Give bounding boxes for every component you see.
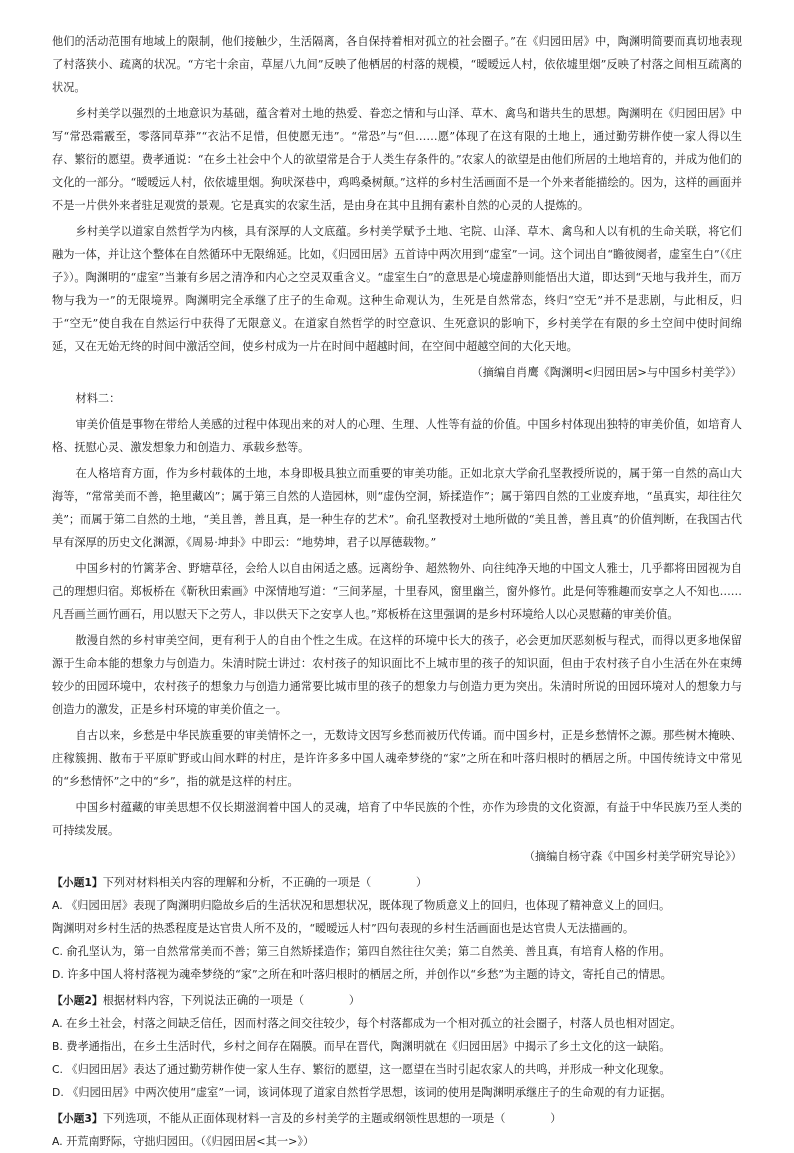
question-2-option-a — [52, 1012, 742, 1035]
question-3-tag: 【小题3】 — [52, 1112, 103, 1125]
question-2-option-b — [52, 1035, 742, 1058]
question-1-option-a — [52, 894, 742, 917]
material1-source: （摘编自肖鹰《陶渊明<归园田居>与中国乡村美学》） — [471, 366, 742, 379]
option-letter: A. — [52, 1135, 63, 1148]
option-letter: D. — [52, 1086, 64, 1099]
option-text: 《归园田居》表现了陶渊明归隐故乡后的生活状况和思想状况，既体现了物质意义上的回归，也体现了精神意义上的回归。 — [66, 899, 671, 912]
material2-paragraph-2: 在人格培育方面，作为乡村载体的土地，本身即极具独立而重要的审美功能。正如北京大学俞孔坚教授所说的，属于第一自然的高山大海等，“常常美而不善，艳里藏凶”；属于第三自然的人造园林，则“虚伪空洞，矫揉造作”；属于第四自然的工业废弃地，“虽真实，却往往欠美”；而属于第二自然的土地，“美且善，善且真，是一种生存的艺术”。俞孔坚教授对土地所做的“美且善，善且真”的价值判断，在我国古代早有深厚的历史文化渊源，《周易·坤卦》中即云：“地势坤，君子以厚德载物。” — [52, 467, 742, 549]
option-letter: B. — [52, 1040, 63, 1053]
material2-paragraph-5: 自古以来，乡愁是中华民族重要的审美情怀之一，无数诗文因写乡愁而被历代传诵。而中国乡村，正是乡愁情怀之源。那些树木掩映、庄稼簇拥、散布于平原旷野或山间水畔的村庄，是许许多多中国人魂牵梦绕的“家”之所在和叶落归根时的栖居之所。中国传统诗文中常见的“乡愁情怀”之中的“乡”，指的就是这样的村庄。 — [52, 729, 742, 788]
material2-paragraph-6: 中国乡村蕴藏的审美思想不仅长期滋润着中国人的灵魂，培育了中华民族的个性，亦作为珍贵的文化资源，有益于中华民族乃至人类的可持续发展。 — [52, 801, 742, 837]
option-letter: A. — [52, 899, 63, 912]
question-1-option-c — [52, 940, 742, 963]
option-letter: C. — [52, 945, 63, 958]
option-letter: D. — [52, 968, 64, 981]
question-1-header — [52, 871, 742, 894]
question-2 — [52, 989, 742, 1104]
material2-paragraph-3: 中国乡村的竹篱茅舍、野塘草径，会给人以自由闲适之感。远离纷争、超然物外、向往纯净天地的中国文人雅士，几乎都将田园视为自己的理想归宿。郑板桥在《靳秋田索画》中深情地写道：“三间茅屋，十里春风，窗里幽兰，窗外修竹。此是何等雅趣而安享之人不知也……凡吾画兰画竹画石，用以慰天下之劳人，非以供天下之安享人也。”郑板桥在这里强调的是乡村环境给人以心灵慰藉的审美价值。 — [52, 562, 742, 621]
question-2-header — [52, 989, 742, 1012]
option-text: 在乡土社会，村落之间缺乏信任，因而村落之间交往较少，每个村落都成为一个相对孤立的社会圈子，村落人员也相对固定。 — [66, 1017, 682, 1030]
question-1-stem: 下列对材料相关内容的理解和分析，不正确的一项是（ ） — [102, 876, 428, 889]
material2-source: （摘编自杨守森《中国乡村美学研究导论》） — [523, 850, 742, 863]
question-1-option-b — [52, 917, 742, 940]
option-text: 俞孔坚认为，第一自然常常美而不善；第三自然矫揉造作；第四自然往往欠美；第二自然美、善且真，有培育人格的作用。 — [66, 945, 671, 958]
material1-paragraph-3: 乡村美学以道家自然哲学为内核，具有深厚的人文底蕴。乡村美学赋予土地、宅院、山泽、草木、禽鸟和人以有机的生命关联，将它们融为一体，并让这个整体在自然循环中无限绵延。比如，《归园田居》五首诗中两次用到“虚室”一词。这个词出自“瞻彼阕者，虚室生白”（《庄子》）。陶渊明的“虚室”当兼有乡居之清净和内心之空灵双重含义。“虚室生白”的意思是心境虚静则能悟出大道，即达到“天地与我并生，而万物与我为一”的无限境界。陶渊明完全承继了庄子的生命观。这种生命观认为，生死是自然常态，终归“空无”并不是悲剧，与此相反，归于“空无”使自我在自然运行中获得了无限意义。在道家自然哲学的时空意识、生死意识的影响下，乡村美学在有限的乡土空间中使时间绵延，又在无始无终的时间中激活空间，使乡村成为一片在时间中超越时间，在空间中超越空间的大化天地。 — [52, 225, 742, 353]
question-3 — [52, 1107, 742, 1153]
option-text: 许多中国人将村落视为魂牵梦绕的“家”之所在和叶落归根时的栖居之所，并创作以“乡愁”为主题的诗文，寄托自己的情思。 — [67, 968, 672, 981]
question-3-option-a — [52, 1130, 742, 1153]
question-1-option-d — [52, 963, 742, 986]
option-text: 开荒南野际，守拙归园田。（《归园田居<其一>》） — [66, 1135, 315, 1148]
question-2-option-d — [52, 1081, 742, 1104]
question-1-tag: 【小题1】 — [52, 876, 103, 889]
question-3-header — [52, 1107, 742, 1130]
material1-paragraph-2: 乡村美学以强烈的土地意识为基础，蕴含着对土地的热爱、眷恋之情和与山泽、草木、禽鸟和谐共生的思想。陶渊明在《归园田居》中写“常恐霜霰至，零落同草莽”“衣沾不足惜，但使愿无违”。“常恐”与“但……愿”体现了在这有限的土地上，通过勤劳耕作使一家人得以生存、繁衍的愿望。费孝通说：“在乡土社会中个人的欲望常是合于人类生存条件的。”农家人的欲望是由他们所居的土地培育的，并成为他们的文化的一部分。“暧暧远人村，依依墟里烟。狗吠深巷中，鸡鸣桑树颠。”这样的乡村生活画面不是一个外来者能描绘的。因为，这样的画面并不是一片供外来者驻足观赏的景观。它是真实的农家生活，是由身在其中且拥有素朴自然的心灵的人提炼的。 — [52, 107, 742, 212]
option-text: 陶渊明对乡村生活的热悉程度是达官贵人所不及的，“暧暧远人村”四句表现的乡村生活画面也是达官贵人无法描画的。 — [52, 922, 635, 935]
material1-paragraph-1: 他们的活动范围有地域上的限制，他们接触少，生活隔离，各自保持着相对孤立的社会圈子。”在《归园田居》中，陶渊明简要而真切地表现了村落狭小、疏离的状况。“方宅十余亩，草屋八九间”反映了他栖居的村落的规模，“暧暧远人村，依依墟里烟”反映了村落之间相互疏离的状况。 — [52, 35, 742, 94]
option-text: 《归园田居》中两次使用“虚室”一词，该词体现了道家自然哲学思想，该词的使用是陶渊明承继庄子的生命观的有力证据。 — [67, 1086, 672, 1099]
option-text: 费孝通指出，在乡土生活时代，乡村之间存在隔膜。而早在晋代，陶渊明就在《归园田居》中揭示了乡土文化的这一缺陷。 — [66, 1040, 671, 1053]
question-1 — [52, 871, 742, 986]
question-2-stem: 根据材料内容，下列说法正确的一项是（ ） — [102, 994, 361, 1007]
material2-paragraph-4: 散漫自然的乡村审美空间，更有利于人的自由个性之生成。在这样的环境中长大的孩子，必会更加厌恶刻板与程式，而得以更多地保留源于生命本能的想象力与创造力。朱清时院士讲过：农村孩子的知识面比不上城市里的孩子的知识面，但由于农村孩子自小生活在外在束缚较少的田园环境中，农村孩子的想象力与创造力通常要比城市里的孩子的想象力与创造力更为突出。朱清时所说的田园环境对人的想象力与创造力的激发，正是乡村环境的审美价值之一。 — [52, 634, 742, 716]
option-letter: A. — [52, 1017, 63, 1030]
option-letter: C. — [52, 1063, 63, 1076]
material2-paragraph-1: 审美价值是事物在带给人美感的过程中体现出来的对人的心理、生理、人性等有益的价值。中国乡村体现出独特的审美价值，如培育人格、抚慰心灵、激发想象力和创造力、承载乡愁等。 — [52, 418, 742, 454]
question-2-tag: 【小题2】 — [52, 994, 103, 1007]
material2-label: 材料二： — [75, 392, 121, 405]
option-text: 《归园田居》表达了通过勤劳耕作使一家人生存、繁衍的愿望，这一愿望在当时引起农家人的共鸣，并形成一种文化现象。 — [66, 1063, 671, 1076]
question-3-stem: 下列选项，不能从正面体现材料一言及的乡村美学的主题或纲领性思想的一项是（ ） — [102, 1112, 562, 1125]
question-2-option-c — [52, 1058, 742, 1081]
